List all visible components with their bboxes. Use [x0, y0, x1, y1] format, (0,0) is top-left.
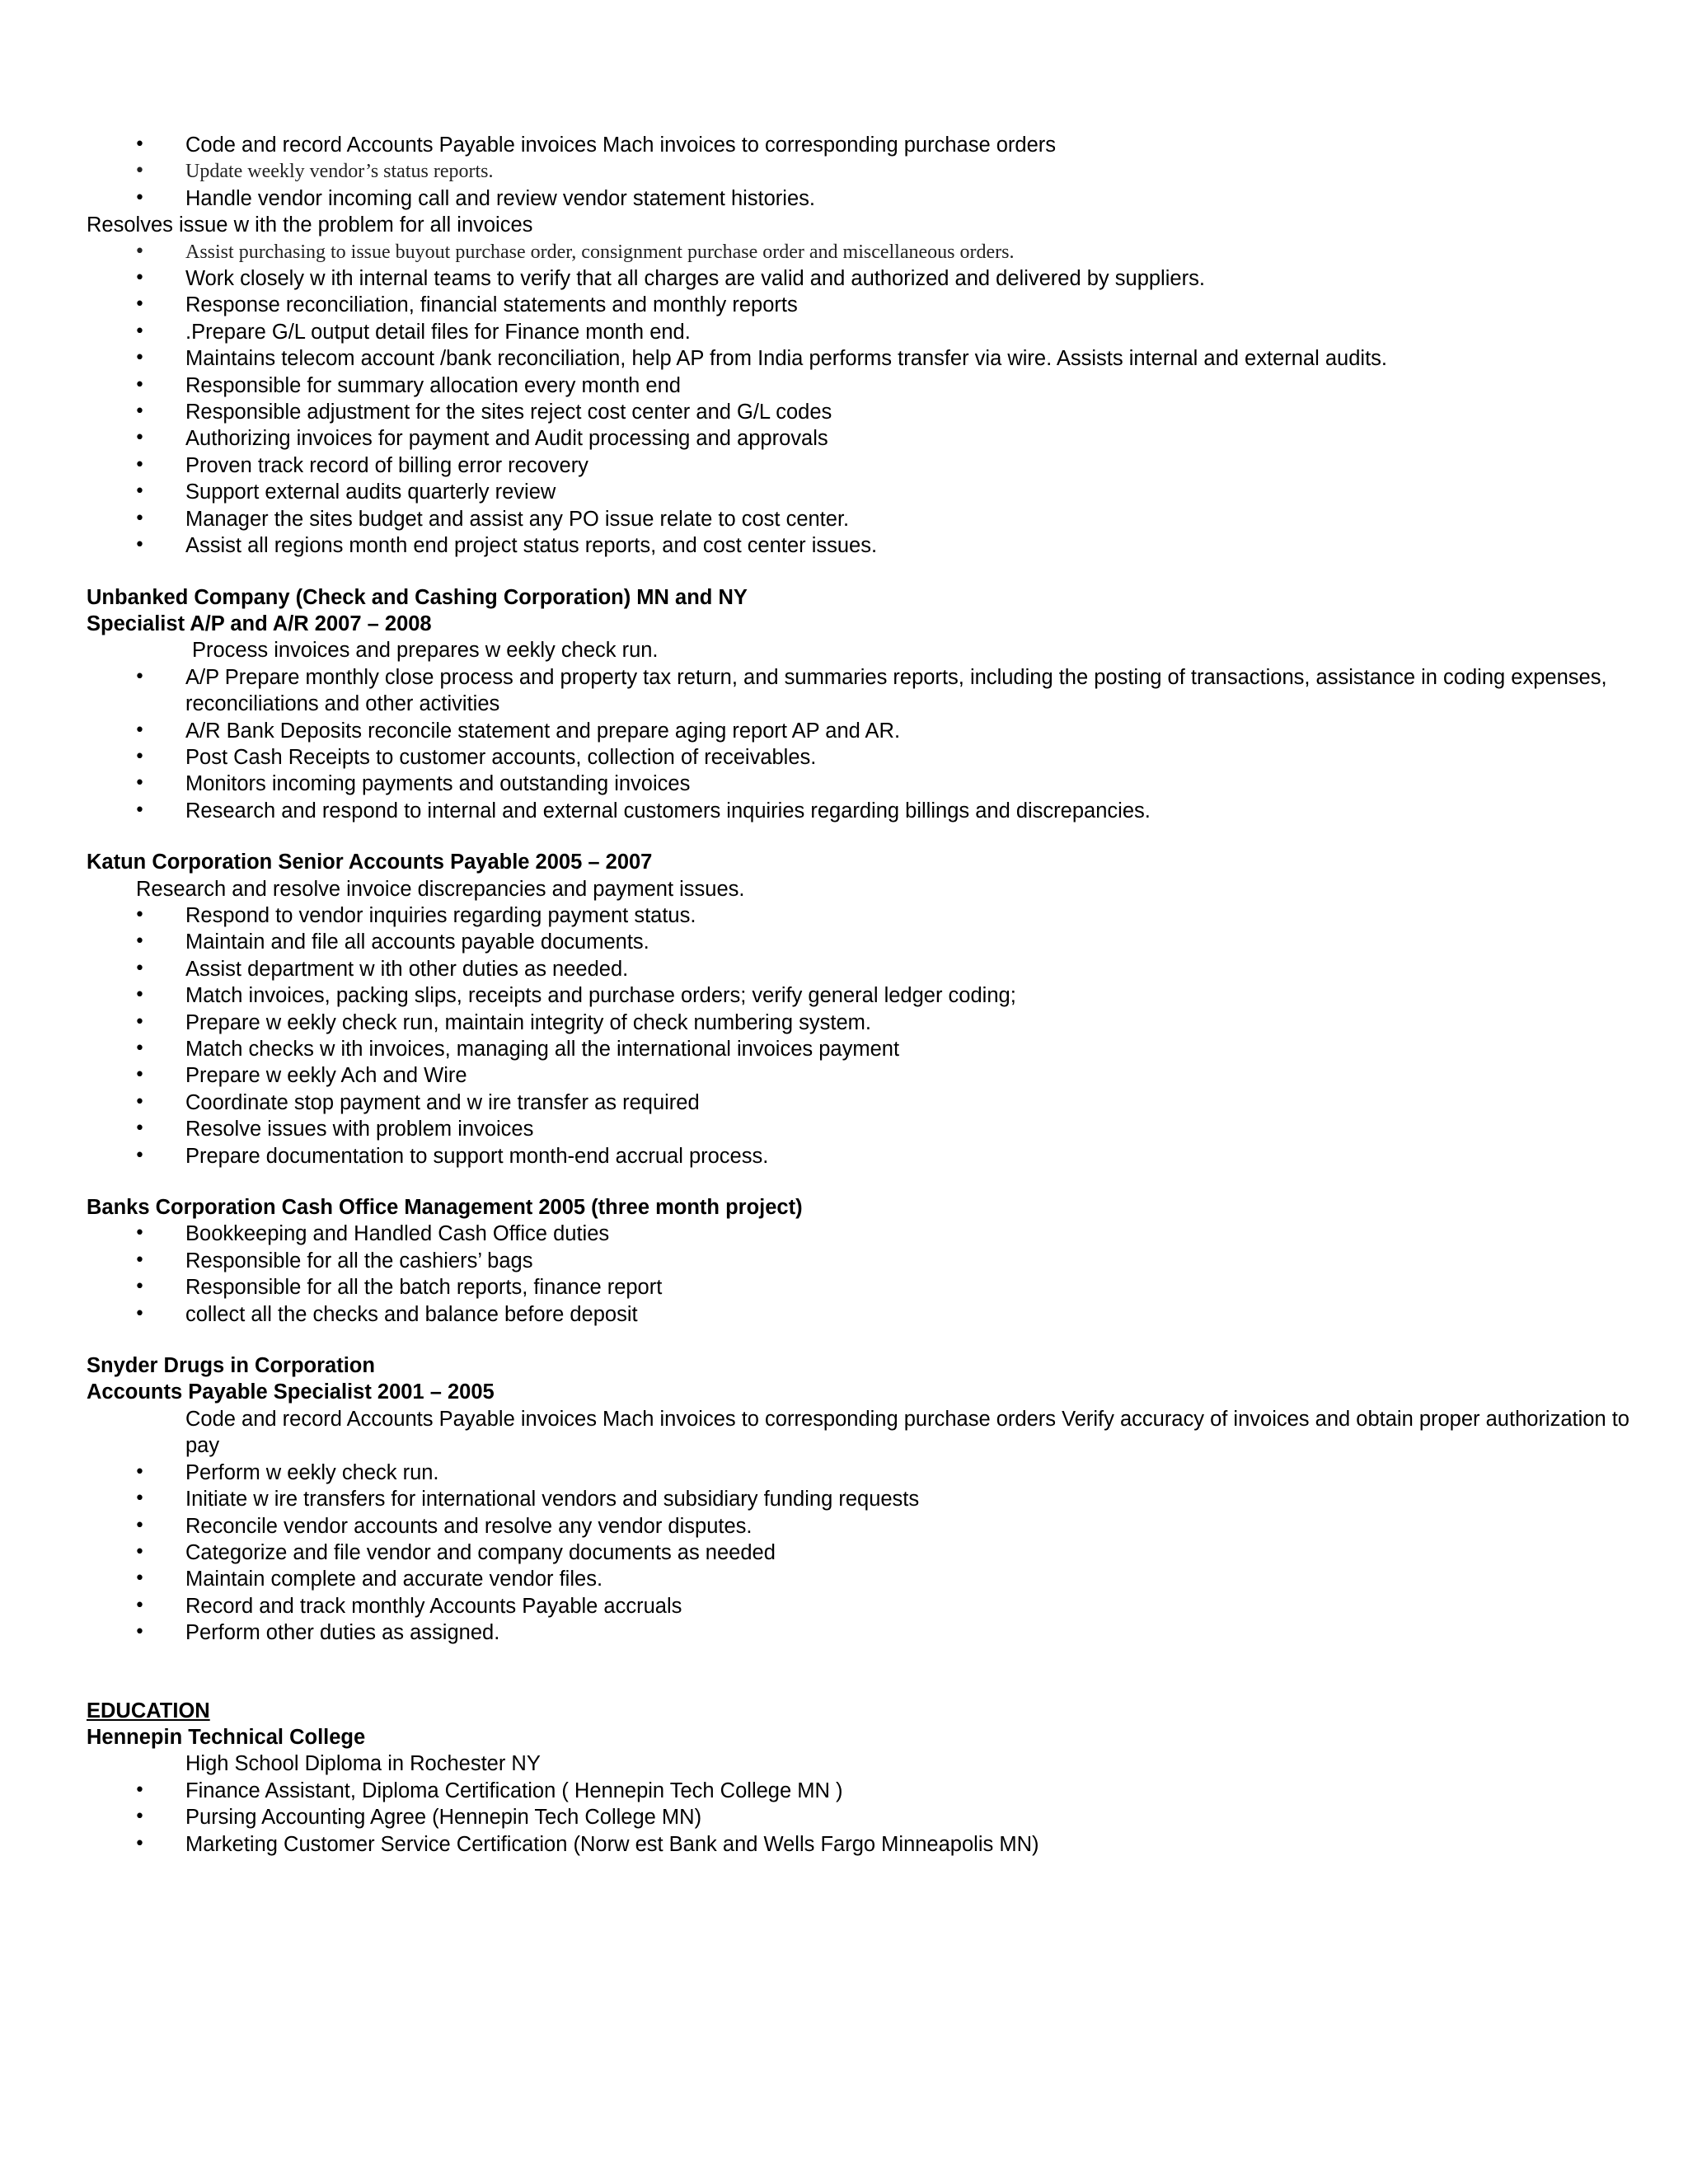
bullet-list [87, 239, 1636, 560]
list-item: • Support external audits quarterly review [87, 479, 1636, 505]
list-item: • Categorize and file vendor and company documents as needed [87, 1540, 1636, 1566]
plain-line: High School Diploma in Rochester NY [185, 1752, 541, 1776]
role-heading: Accounts Payable Specialist 2001 – 2005 [87, 1380, 495, 1404]
list-item: • Perform other duties as assigned. [87, 1619, 1636, 1646]
list-item: • Assist department w ith other duties as needed. [87, 956, 1636, 982]
section-education [87, 1698, 1636, 1858]
list-item: • Work closely w ith internal teams to verify that all charges are valid and authorized and delivered by suppliers. [87, 265, 1636, 292]
list-item: • Maintains telecom account /bank reconciliation, help AP from India performs transfer via wire. Assists internal and external audits. [87, 345, 1636, 372]
spacer [87, 824, 1636, 849]
list-item: • Match checks w ith invoices, managing all the international invoices payment [87, 1036, 1636, 1062]
list-item: • Initiate w ire transfers for international vendors and subsidiary funding requests [87, 1486, 1636, 1512]
section-current-duties [87, 132, 1636, 560]
section-snyder [87, 1352, 1636, 1646]
list-item: • Proven track record of billing error recovery [87, 452, 1636, 479]
section-heading: EDUCATION [87, 1699, 210, 1722]
company-heading: Unbanked Company (Check and Cashing Corporation) MN and NY [87, 585, 748, 609]
list-item: • Bookkeeping and Handled Cash Office duties [87, 1221, 1636, 1247]
list-item: • Manager the sites budget and assist any PO issue relate to cost center. [87, 506, 1636, 532]
bullet-list [87, 132, 1636, 212]
bullet-list [87, 902, 1636, 1169]
list-item: • Research and respond to internal and external customers inquiries regarding billings and discrepancies. [87, 798, 1636, 824]
role-heading: Specialist A/P and A/R 2007 – 2008 [87, 612, 432, 635]
school-heading: Hennepin Technical College [87, 1725, 366, 1749]
company-heading: Snyder Drugs in Corporation [87, 1354, 375, 1378]
bullet-list [87, 1778, 1636, 1858]
bullet-list [87, 1221, 1636, 1328]
list-item: • Pursing Accounting Agree (Hennepin Tech College MN) [87, 1804, 1636, 1830]
spacer [87, 560, 1636, 584]
spacer [87, 1328, 1636, 1352]
list-item: • Coordinate stop payment and w ire transfer as required [87, 1090, 1636, 1116]
resume-body [87, 132, 1636, 1858]
list-item: • Maintain complete and accurate vendor files. [87, 1566, 1636, 1592]
list-item: • Handle vendor incoming call and review vendor statement histories. [87, 185, 1636, 212]
list-item: • Response reconciliation, financial statements and monthly reports [87, 292, 1636, 318]
list-item: • Authorizing invoices for payment and Audit processing and approvals [87, 425, 1636, 452]
list-item: • collect all the checks and balance before deposit [87, 1301, 1636, 1328]
spacer [87, 1647, 1636, 1698]
section-unbanked [87, 584, 1636, 825]
list-item: • Prepare w eekly Ach and Wire [87, 1062, 1636, 1089]
list-item: • Match invoices, packing slips, receipts and purchase orders; verify general ledger coding; [87, 982, 1636, 1009]
company-heading: Banks Corporation Cash Office Management 2005 (three month project) [87, 1196, 803, 1220]
list-item: • Respond to vendor inquiries regarding payment status. [87, 902, 1636, 929]
plain-line: Code and record Accounts Payable invoices Mach invoices to corresponding purchase orders Verify accuracy of invoices and obtain proper authorization to pay [185, 1407, 1629, 1458]
section-katun [87, 849, 1636, 1169]
bullet-list [87, 1460, 1636, 1647]
list-item: • Perform w eekly check run. [87, 1460, 1636, 1486]
list-item: • Prepare documentation to support month-end accrual process. [87, 1143, 1636, 1169]
company-heading: Katun Corporation Senior Accounts Payable 2005 – 2007 [87, 851, 653, 874]
plain-line: Resolves issue w ith the problem for all invoices [87, 213, 533, 237]
list-item: • Responsible for all the batch reports, finance report [87, 1274, 1636, 1301]
list-item: • Responsible for all the cashiers’ bags [87, 1248, 1636, 1274]
list-item: • A/P Prepare monthly close process and property tax return, and summaries reports, including the posting of transactions, assistance in coding expenses, reconciliations and other activities [87, 664, 1636, 718]
list-item: • Prepare w eekly check run, maintain integrity of check numbering system. [87, 1010, 1636, 1036]
list-item: • Resolve issues with problem invoices [87, 1116, 1636, 1142]
list-item: • Update weekly vendor’s status reports. [87, 158, 1636, 185]
list-item: • Responsible adjustment for the sites reject cost center and G/L codes [87, 399, 1636, 425]
list-item: • Assist all regions month end project status reports, and cost center issues. [87, 532, 1636, 559]
list-item: • Post Cash Receipts to customer accounts, collection of receivables. [87, 744, 1636, 771]
list-item: • Marketing Customer Service Certification (Norw est Bank and Wells Fargo Minneapolis MN) [87, 1831, 1636, 1858]
list-item: • Responsible for summary allocation every month end [87, 373, 1636, 399]
list-item: • Maintain and file all accounts payable documents. [87, 929, 1636, 955]
plain-line: Process invoices and prepares w eekly check run. [192, 639, 659, 663]
spacer [87, 1169, 1636, 1194]
list-item: • Record and track monthly Accounts Payable accruals [87, 1593, 1636, 1619]
list-item: • Assist purchasing to issue buyout purchase order, consignment purchase order and miscellaneous orders. [87, 239, 1636, 265]
bullet-list [87, 664, 1636, 824]
list-item: • .Prepare G/L output detail files for Finance month end. [87, 319, 1636, 345]
plain-line: Research and resolve invoice discrepancies and payment issues. [136, 877, 745, 901]
list-item: • Monitors incoming payments and outstanding invoices [87, 771, 1636, 797]
section-banks [87, 1194, 1636, 1328]
list-item: • Code and record Accounts Payable invoices Mach invoices to corresponding purchase orders [87, 132, 1636, 158]
list-item: • A/R Bank Deposits reconcile statement and prepare aging report AP and AR. [87, 718, 1636, 744]
list-item: • Reconcile vendor accounts and resolve any vendor disputes. [87, 1513, 1636, 1540]
list-item: • Finance Assistant, Diploma Certification ( Hennepin Tech College MN ) [87, 1778, 1636, 1804]
